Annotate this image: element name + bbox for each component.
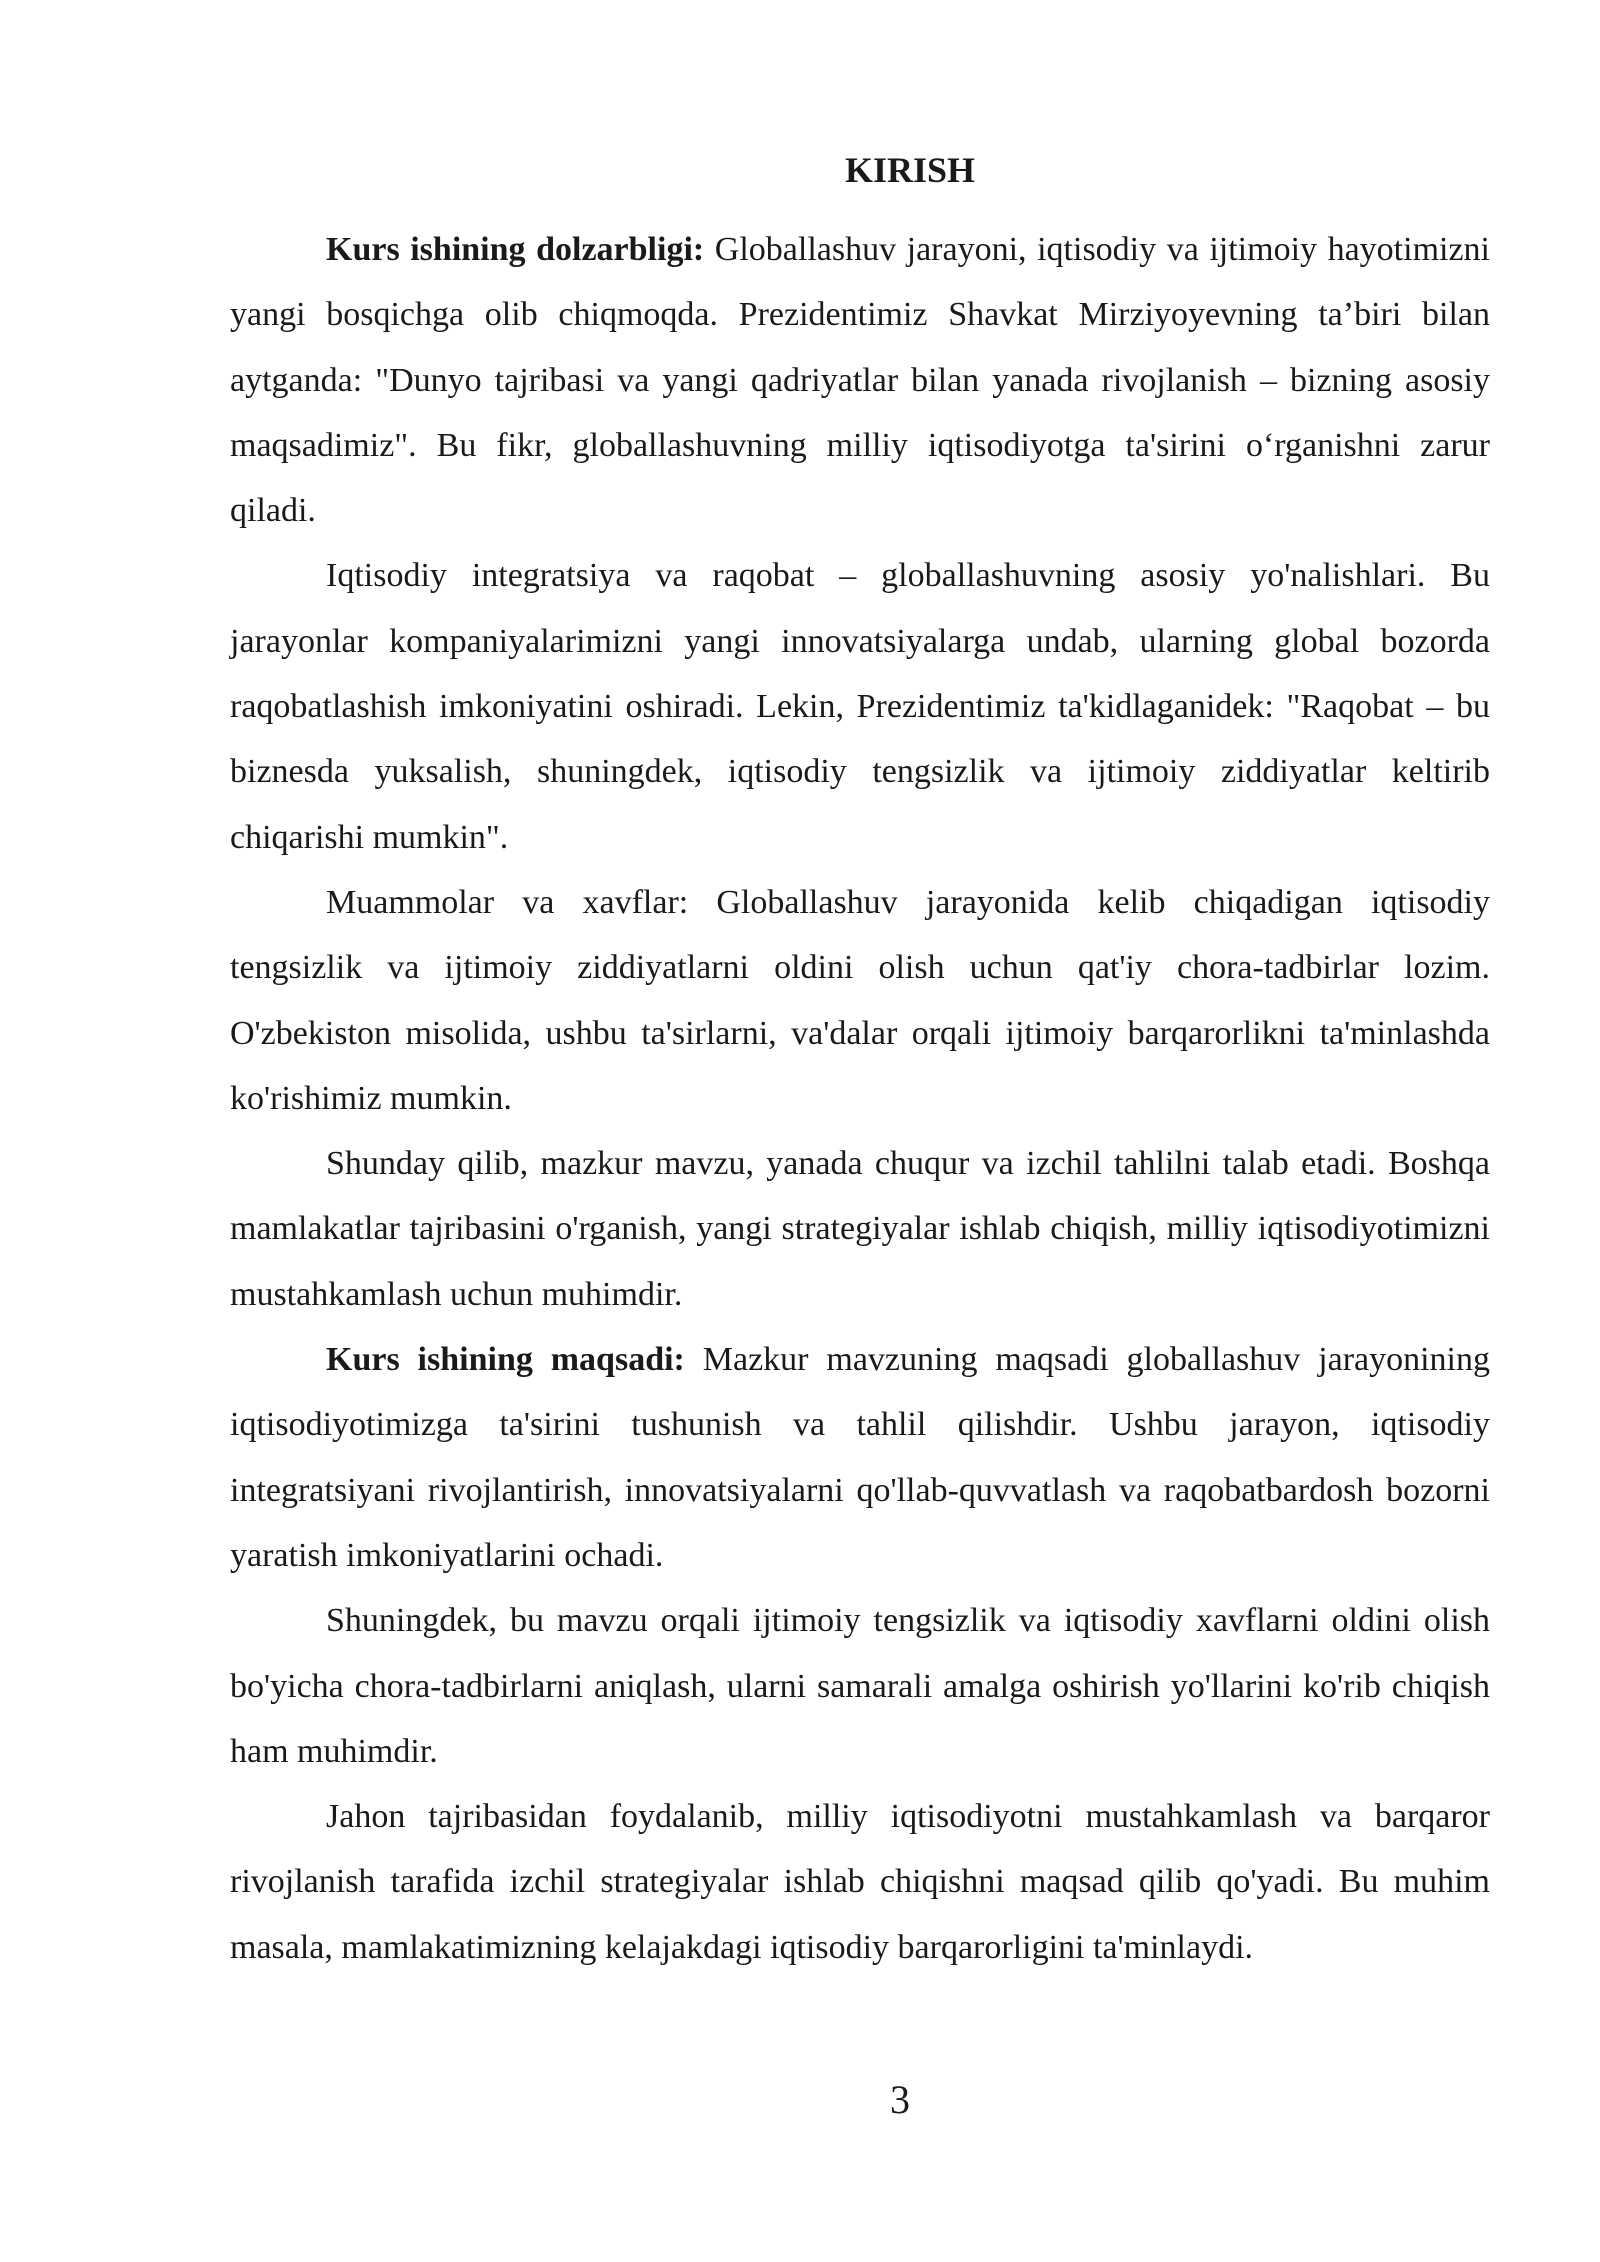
paragraph-relevance: [230, 217, 1490, 543]
paragraph-text: Muammolar va xavflar: Globallashuv jarayonida kelib chiqadigan iqtisodiy tengsizlik va ijtimoiy ziddiyatlarni oldini olish uchun qat'iy chora-tadbirlar lozim. O'zbekiston misolida, ushbu ta'sirlarni, va'dalar orqali ijtimoiy barqarorlikni ta'minlashda ko'rishimiz mumkin.: [230, 883, 1490, 1117]
paragraph-problems: [230, 870, 1490, 1131]
paragraph-measures: [230, 1588, 1490, 1784]
paragraph-text: Shunday qilib, mazkur mavzu, yanada chuqur va izchil tahlilni talab etadi. Boshqa mamlakatlar tajribasini o'rganish, yangi strategiyalar ishlab chiqish, milliy iqtisodiyotimizni mustahkamlash uchun muhimdir.: [230, 1145, 1490, 1313]
paragraph-text: Iqtisodiy integratsiya va raqobat – globallashuvning asosiy yo'nalishlari. Bu jarayonlar kompaniyalarimizni yangi innovatsiyalarga undab, ularning global bozorda raqobatlashish imkoniyatini oshiradi. Lekin, Prezidentimiz ta'kidlaganidek: "Raqobat – bu biznesda yuksalish, shuningdek, iqtisodiy tengsizlik va ijtimoiy ziddiyatlar keltirib chiqarishi mumkin".: [230, 557, 1490, 856]
paragraph-conclusion: [230, 1131, 1490, 1327]
page-number: 3: [890, 2077, 910, 2122]
paragraph-goal: [230, 1327, 1490, 1588]
paragraph-lead: Kurs ishining dolzarbligi:: [326, 231, 705, 268]
document-page: [230, 150, 1490, 1980]
paragraph-integration: [230, 543, 1490, 869]
paragraph-text: Shuningdek, bu mavzu orqali ijtimoiy tengsizlik va iqtisodiy xavflarni oldini olish bo'yicha chora-tadbirlarni aniqlash, ularni samarali amalga oshirish yo'llarini ko'rib chiqish ham muhimdir.: [230, 1602, 1490, 1770]
paragraph-world-experience: [230, 1784, 1490, 1980]
section-title: KIRISH: [844, 150, 976, 190]
paragraph-text: Globallashuv jarayoni, iqtisodiy va ijtimoiy hayotimizni yangi bosqichga olib chiqmoqda. Prezidentimiz Shavkat Mirziyoyevning ta’biri bilan aytganda: "Dunyo tajribasi va yangi qadriyatlar bilan yanada rivojlanish – bizning asosiy maqsadimiz". Bu fikr, globallashuvning milliy iqtisodiyotga ta'sirini o‘rganishni zarur qiladi.: [230, 231, 1490, 530]
paragraph-text: Jahon tajribasidan foydalanib, milliy iqtisodiyotni mustahkamlash va barqaror rivojlanish tarafida izchil strategiyalar ishlab chiqishni maqsad qilib qo'yadi. Bu muhim masala, mamlakatimizning kelajakdagi iqtisodiy barqarorligini ta'minlaydi.: [230, 1798, 1490, 1966]
paragraph-lead: Kurs ishining maqsadi:: [326, 1341, 685, 1379]
paragraph-text: Mazkur mavzuning maqsadi globallashuv jarayonining iqtisodiyotimizga ta'sirini tushunish va tahlil qilishdir. Ushbu jarayon, iqtisodiy integratsiyani rivojlantirish, innovatsiyalarni qo'llab-quvvatlash va raqobatbardosh bozorni yaratish imkoniyatlarini ochadi.: [230, 1341, 1490, 1574]
